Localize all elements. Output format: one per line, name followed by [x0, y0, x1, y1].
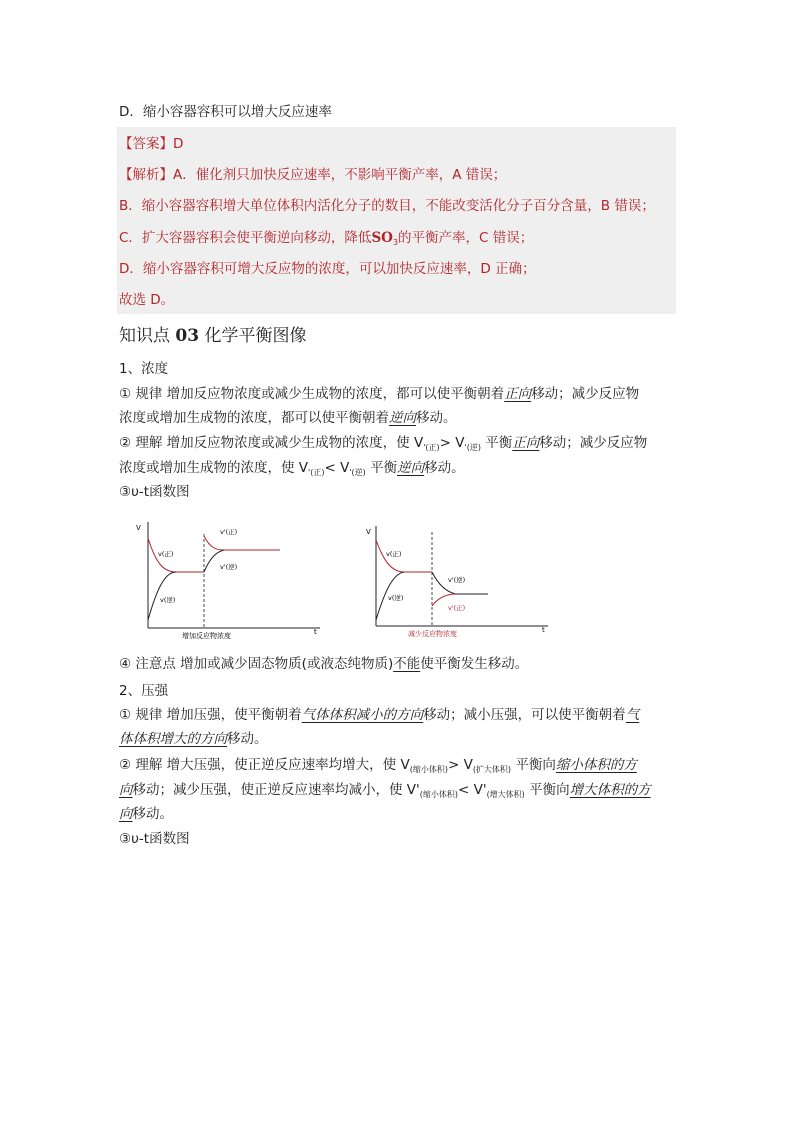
analysis-c-post: 的平衡产率，C 错误；: [398, 230, 534, 246]
text: ② 理解 增大压强，使正逆反应速率均增大，使 V: [119, 757, 410, 773]
x-axis-label: t: [542, 626, 545, 634]
text: ④ 注意点 增加或减少固态物质(或液态纯物质): [119, 656, 394, 672]
pressure-understanding-line2: [119, 780, 651, 805]
concentration-rule-line1: [119, 384, 639, 404]
fill-blank: 向: [119, 806, 133, 822]
vt-chart-decrease-reactant: [362, 522, 558, 642]
y-axis-label: V: [136, 524, 141, 532]
fill-blank: 体体积增大的方向: [119, 731, 227, 747]
text: 移动；减少反应物: [539, 435, 648, 451]
section-number: 03: [175, 326, 200, 346]
subscript: '(逆): [349, 468, 366, 477]
analysis-c-pre: C．扩大容器容积会使平衡逆向移动，降低: [119, 230, 372, 246]
fill-blank: 增大体积的方: [569, 782, 651, 798]
concentration-graph-heading: ③υ-t函数图: [119, 484, 190, 500]
analysis-d: D．缩小容器容积可增大反应物的浓度，可以加快反应速率，D 正确；: [119, 261, 536, 277]
fill-blank: 气: [625, 707, 640, 723]
fill-blank: 逆向: [389, 410, 416, 426]
forward-rate-before: [376, 540, 432, 572]
text: 浓度或增加生成物的浓度，使 V: [119, 460, 309, 476]
forward-rate-before: [148, 538, 204, 572]
chart-caption: 增加反应物浓度: [182, 632, 231, 640]
subscript: (扩大体积): [472, 765, 512, 774]
fill-blank: 缩小体积的方: [555, 757, 637, 773]
pressure-heading: 2、压强: [119, 683, 169, 699]
text: 移动；减少压强，使正逆反应速率均减小，使 V': [132, 782, 420, 798]
pressure-understanding-line1: [119, 755, 637, 780]
subscript: '(正): [308, 468, 325, 477]
label-fwd-after: v'(正): [448, 604, 466, 612]
fill-blank: 向: [119, 782, 133, 798]
concentration-heading: 1、浓度: [119, 361, 169, 377]
forward-rate-after: [204, 536, 280, 550]
section-title: 化学平衡图像: [204, 326, 307, 346]
subscript: (增大体积): [486, 790, 525, 799]
label-rev-before: v(逆): [388, 594, 404, 602]
fill-blank: 逆向: [397, 460, 425, 476]
text: 移动。: [416, 410, 457, 426]
text: 平衡向: [524, 782, 570, 798]
text: ② 理解 增加反应物浓度或减少生成物的浓度，使 V: [119, 435, 424, 451]
text: ① 规律 增加反应物浓度或减少生成物的浓度，都可以使平衡朝着: [119, 386, 505, 402]
text: < V: [324, 460, 350, 476]
subscript: (缩小体积): [419, 790, 458, 799]
fill-blank: 气体体积减小的方向: [301, 707, 424, 723]
so3-subscript: 3: [392, 238, 399, 247]
analysis-a-text: A．催化剂只加快反应速率，不影响平衡产率，A 错误；: [173, 167, 507, 183]
section-prefix: 知识点: [119, 326, 170, 346]
text: 浓度或增加生成物的浓度，都可以使平衡朝着: [119, 410, 389, 426]
chart-caption: 减少反应物浓度: [408, 630, 457, 638]
answer-box: [117, 127, 676, 314]
text: ① 规律 增加压强，使平衡朝着: [119, 707, 302, 723]
subscript: '(正): [423, 443, 440, 452]
label-fwd-before: v(正): [158, 550, 174, 558]
label-rev-after: v'(逆): [448, 576, 466, 584]
pressure-graph-heading: ③υ-t函数图: [119, 831, 190, 847]
text: 使平衡发生移动。: [420, 656, 529, 672]
answer-value: D: [173, 136, 184, 152]
y-axis-label: V: [366, 528, 371, 536]
text: 移动；减小压强，可以使平衡朝着: [423, 707, 626, 723]
subscript: (缩小体积): [409, 765, 448, 774]
text: 移动。: [132, 806, 173, 822]
conclusion: 故选 D。: [119, 292, 175, 308]
answer-line: [119, 134, 183, 154]
so3-formula: SO: [371, 230, 393, 246]
x-axis-label: t: [314, 628, 317, 636]
label-rev-after: v'(逆): [220, 563, 238, 571]
concentration-understanding-line2: [119, 458, 465, 483]
concentration-understanding-line1: [119, 433, 647, 458]
text: 平衡向: [511, 757, 556, 773]
option-d: D．缩小容器容积可以增大反应速率: [119, 104, 332, 120]
concentration-rule-line2: [119, 408, 457, 428]
analysis-a: [119, 165, 506, 185]
label-fwd-after: v'(正): [220, 528, 238, 536]
analysis-b: B．缩小容器容积增大单位体积内活化分子的数目，不能改变活化分子百分含量，B 错误；: [119, 198, 655, 214]
analysis-c: [119, 228, 533, 253]
label-fwd-before: v(正): [386, 550, 402, 558]
label-rev-before: v(逆): [160, 596, 176, 604]
pressure-understanding-line3: [119, 804, 173, 824]
pressure-rule-line1: [119, 705, 639, 725]
section-heading: [119, 324, 306, 348]
text: 平衡: [480, 435, 513, 451]
concentration-note: [119, 654, 528, 674]
analysis-label: 【解析】: [119, 167, 173, 183]
answer-label: 【答案】: [119, 136, 173, 152]
fill-blank: 正向: [512, 435, 540, 451]
fill-blank: 正向: [504, 386, 532, 402]
subscript: '(逆): [464, 443, 481, 452]
text: 移动；减少反应物: [531, 386, 640, 402]
text: > V: [447, 757, 473, 773]
text: 移动。: [227, 731, 268, 747]
text: 平衡: [365, 460, 398, 476]
text: < V': [458, 782, 487, 798]
text: > V: [439, 435, 465, 451]
vt-chart-increase-reactant: [128, 516, 328, 642]
pressure-rule-line2: [119, 729, 268, 749]
text: 移动。: [424, 460, 465, 476]
fill-blank: 不能: [393, 656, 421, 672]
